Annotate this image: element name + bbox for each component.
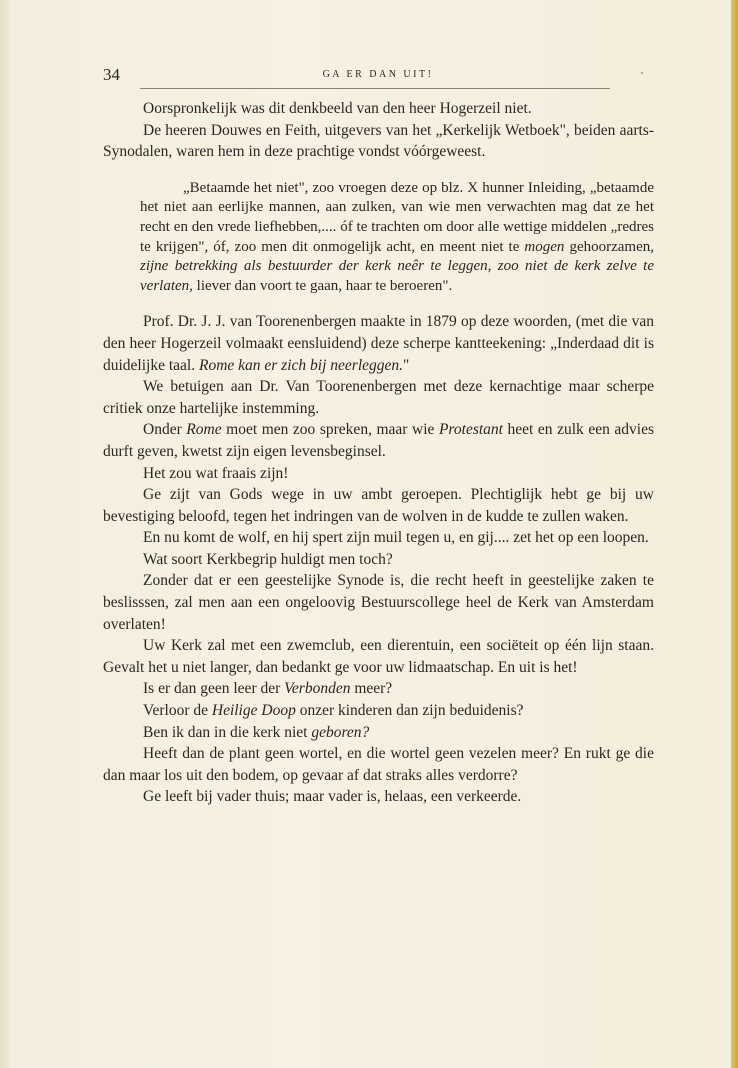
- paragraph: Ge zijt van Gods wege in uw ambt geroepen. Plechtiglijk hebt ge bij uw bevestiging beloofd, tegen het indringen van de wolven in de kudde te zullen waken.: [103, 486, 654, 525]
- paragraph: Heeft dan de plant geen wortel, en die wortel geen vezelen meer? En rukt ge die dan maar los uit den bodem, op gevaar af dat straks alles verdorre?: [103, 745, 654, 784]
- paragraph: We betuigen aan Dr. Van Toorenenbergen met deze kernachtige maar scherpe critiek onze hartelijke instemming.: [103, 378, 654, 417]
- running-title: GA ER DAN UIT!: [322, 69, 434, 80]
- paragraph: De heeren Douwes en Feith, uitgevers van het „Kerkelijk Wetboek", beiden aarts-Synodalen, waren hem in deze prachtige vondst vóórgeweest.: [103, 121, 654, 161]
- page-header: [103, 65, 653, 87]
- block-quote: [140, 179, 654, 297]
- paragraph: Uw Kerk zal met een zwemclub, een dierentuin, een sociëteit op één lijn staan. Gevalt het u niet langer, dan bedankt ge voor uw lidmaatschap. En uit is het!: [103, 637, 654, 676]
- paragraph: Zonder dat er een geestelijke Synode is, die recht heeft in geestelijke zaken te beslisssen, zal men aan een ongeloovig Bestuurscollege heel de Kerk van Amsterdam overlaten!: [103, 572, 654, 633]
- page-number: 34: [103, 65, 120, 84]
- paragraph: Wat soort Kerkbegrip huldigt men toch?: [143, 550, 393, 568]
- page-gutter-shadow: [0, 0, 12, 1068]
- paragraph: Ben ik dan in die kerk niet geboren?: [143, 723, 370, 741]
- paragraph: Het zou wat fraais zijn!: [143, 464, 289, 482]
- paragraph: Verloor de Heilige Doop onzer kinderen dan zijn beduidenis?: [143, 702, 524, 720]
- paragraph: Onder Rome moet men zoo spreken, maar wie Protestant heet en zulk een advies durft geven, kwetst zijn eigen levensbeginsel.: [103, 421, 654, 460]
- header-rule: [140, 88, 610, 89]
- paragraph: Ge leeft bij vader thuis; maar vader is, helaas, een verkeerde.: [143, 788, 522, 806]
- paragraph: En nu komt de wolf, en hij spert zijn muil tegen u, en gij.... zet het op een loopen.: [143, 529, 649, 547]
- page-edge-binding: [731, 0, 738, 1068]
- quote-paragraph: „Betaamde het niet", zoo vroegen deze op blz. X hunner Inleiding, „betaamde het niet aan eerlijke mannen, aan zulken, van wie men verwachten mag dat ze het recht en den vrede liefhebben,.... óf te trachten om door alle wettige middelen „redres te krijgen", óf, zoo men dit onmogelijk acht, en meent niet te mogen gehoorzamen, zijne betrekking als bestuurder der kerk neêr te leggen, zoo niet de kerk zelve te verlaten, liever dan voort te gaan, haar te beroeren".: [140, 179, 655, 294]
- paragraph: Oorspronkelijk was dit denkbeeld van den heer Hogerzeil niet.: [143, 100, 532, 117]
- paragraph: Is er dan geen leer der Verbonden meer?: [143, 680, 393, 698]
- paper-speck: [641, 72, 643, 74]
- paragraph: Prof. Dr. J. J. van Toorenenbergen maakte in 1879 op deze woorden, (met die van den heer Hogerzeil volmaakt eensluidend) deze scherpe kantteekening: „Inderdaad dit is duidelijke taal. Rome kan er zich bij neerleggen.": [103, 313, 654, 374]
- page-body: [103, 98, 654, 808]
